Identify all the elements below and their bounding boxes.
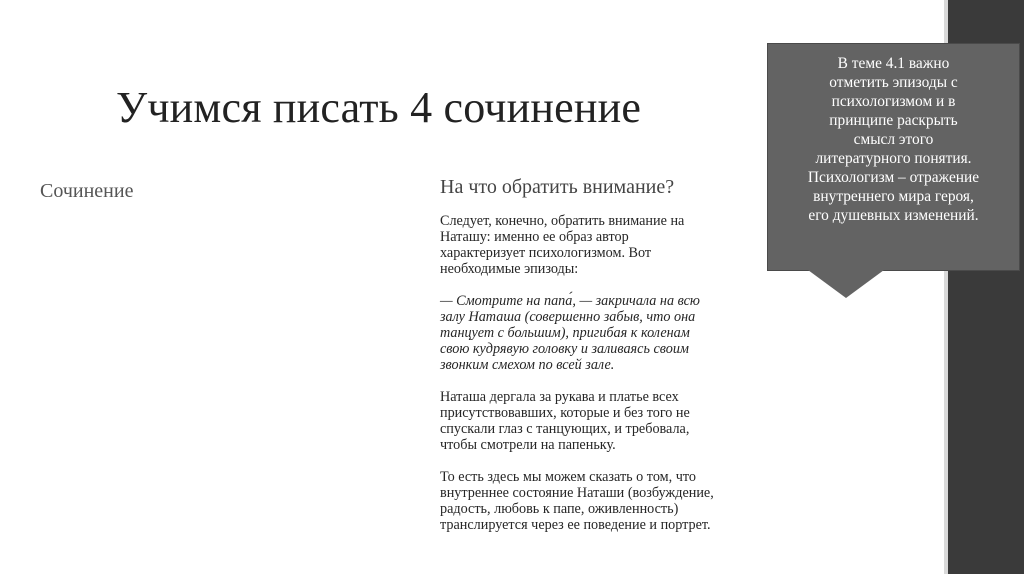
callout-text: В теме 4.1 важно отметить эпизоды с психологизмом и в принципе раскрыть смысл этого литературного понятия. Психологизм – отражение внутреннего мира героя, его душевных изменений.	[807, 55, 980, 224]
left-column-subtitle: Сочинение	[40, 180, 134, 202]
paragraph-episode: Наташа дергала за рукава и платье всех присутствовавших, которые и без того не спускали глаз с танцующих, и требовала, чтобы смотрели на папеньку.	[440, 389, 690, 453]
paragraph-intro: Следует, конечно, обратить внимание на Наташу: именно ее образ автор характеризует психологизмом. Вот необходимые эпизоды:	[440, 213, 685, 277]
right-column	[440, 176, 810, 549]
callout-pointer	[808, 270, 884, 298]
slide-title: Учимся писать 4 сочинение	[116, 83, 642, 132]
paragraph-conclusion: То есть здесь мы можем сказать о том, что внутреннее состояние Наташи (возбуждение, радость, любовь к папе, оживленность) транслируется через ее поведение и портрет.	[440, 469, 714, 533]
paragraph-quote: — Смотрите на папа́, — закричала на всю залу Наташа (совершенно забыв, что она танцует с большим), пригибая к коленам свою кудрявую головку и заливаясь своим звонким смехом по всей зале.	[440, 293, 700, 373]
right-column-heading: На что обратить внимание?	[440, 176, 675, 198]
